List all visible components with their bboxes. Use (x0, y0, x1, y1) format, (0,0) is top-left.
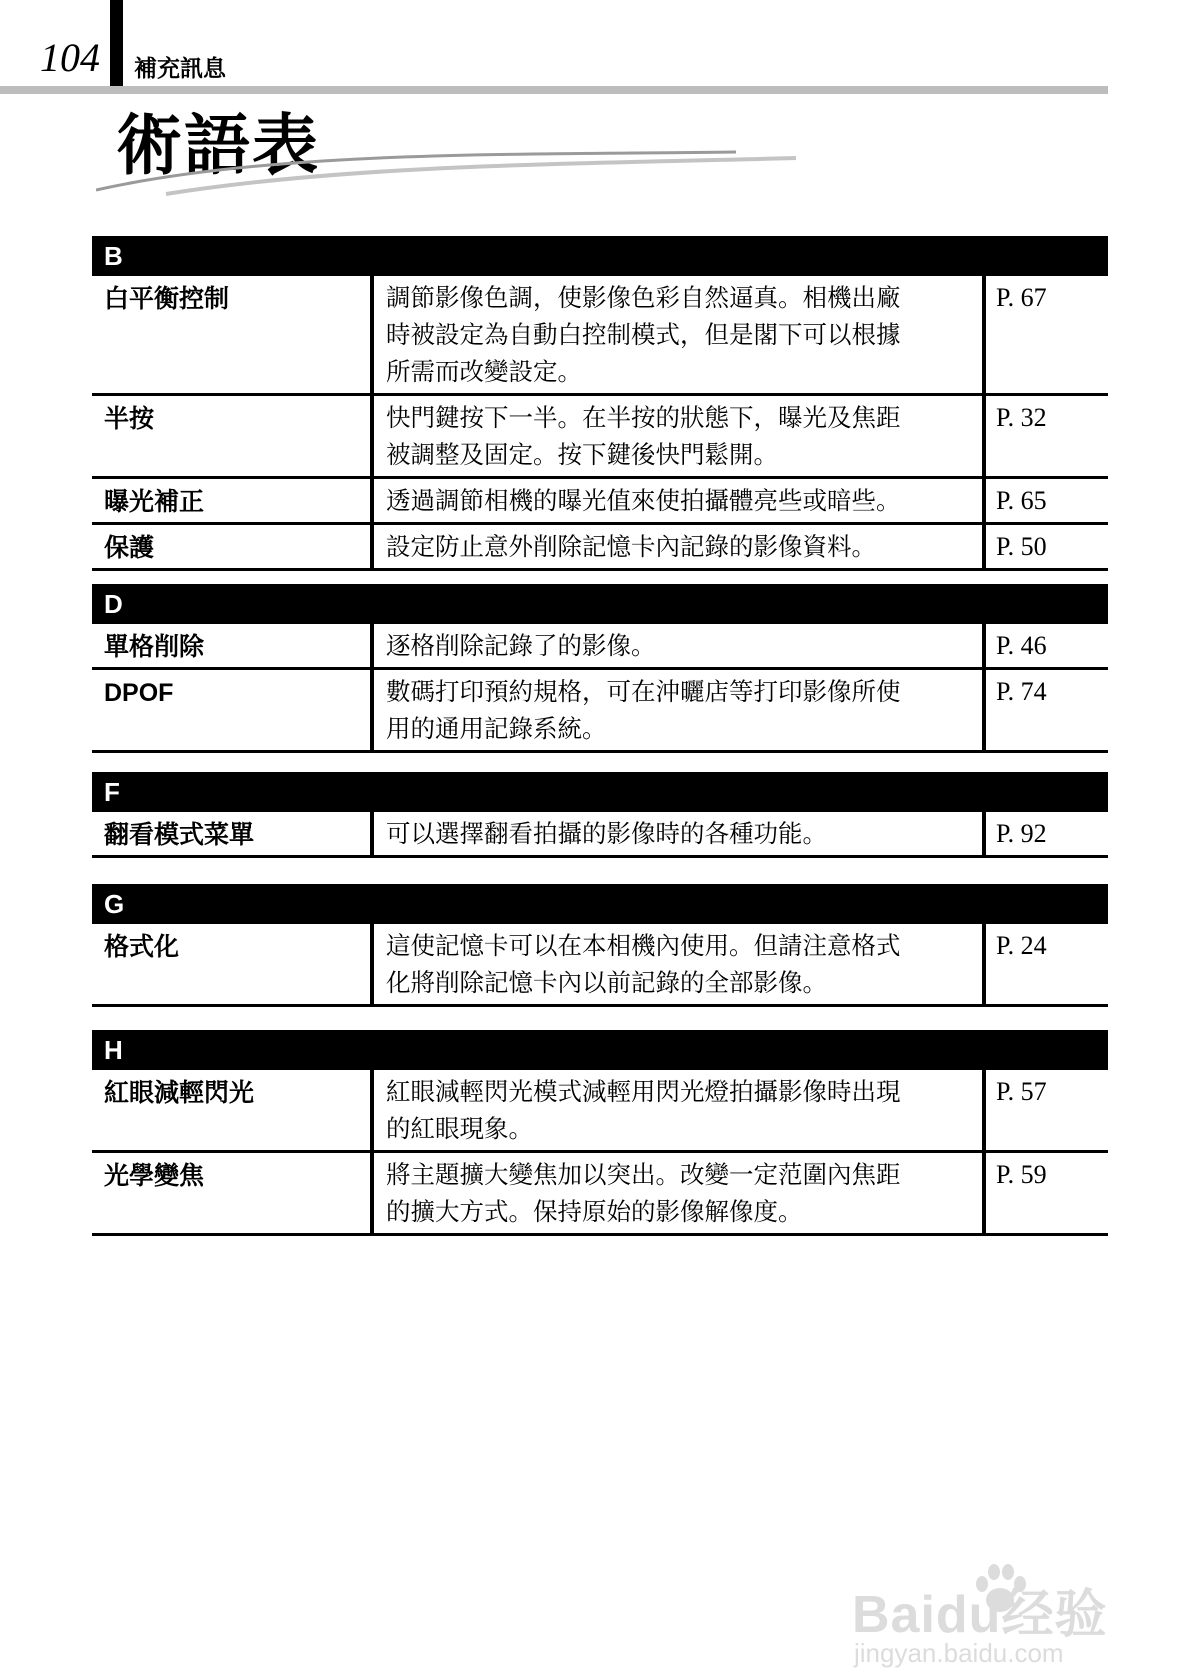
entry-description (374, 1070, 986, 1150)
entry-term: 紅眼減輕閃光 (92, 1070, 374, 1150)
glossary-entry (92, 670, 1108, 753)
entry-page-ref: P. 50 (996, 532, 1047, 561)
description-line: 被調整及固定。按下鍵後快門鬆開。 (386, 440, 778, 469)
description-line: 透過調節相機的曝光值來使拍攝體亮些或暗些。 (386, 486, 901, 515)
entry-description (374, 479, 986, 522)
entry-description (374, 396, 986, 476)
entry-description (374, 624, 986, 667)
description-line: 調節影像色調，使影像色彩自然逼真。相機出廠 (386, 283, 901, 312)
entry-page-ref: P. 65 (996, 486, 1047, 515)
entry-term: 曝光補正 (92, 479, 374, 522)
section-header: F (92, 772, 1108, 812)
description-line: 紅眼減輕閃光模式減輕用閃光燈拍攝影像時出現 (386, 1077, 901, 1106)
description-line: 數碼打印預約規格，可在沖曬店等打印影像所使 (386, 677, 901, 706)
page-title: 術語表 (116, 107, 320, 184)
entry-page-ref: P. 74 (996, 677, 1047, 706)
description-line: 可以選擇翻看拍攝的影像時的各種功能。 (386, 819, 827, 848)
entry-description (374, 812, 986, 855)
entry-description (374, 924, 986, 1004)
entry-description (374, 276, 986, 393)
watermark-logo: Baidu经验 (852, 1586, 1108, 1644)
glossary-entry (92, 525, 1108, 571)
description-line: 用的通用記錄系統。 (386, 714, 607, 743)
description-line: 的擴大方式。保持原始的影像解像度。 (386, 1197, 803, 1226)
title-swoosh-decoration (96, 150, 876, 210)
glossary-entry (92, 276, 1108, 396)
entry-description (374, 670, 986, 750)
glossary-entry (92, 396, 1108, 479)
glossary-section-h (92, 1030, 1108, 1236)
description-line: 的紅眼現象。 (386, 1114, 533, 1143)
entry-term: 單格削除 (92, 624, 374, 667)
glossary-section-g (92, 884, 1108, 1007)
page-number: 104 (40, 35, 100, 80)
glossary-section-b (92, 236, 1108, 571)
watermark-url: jingyan.baidu.com (854, 1638, 1064, 1668)
glossary-section-d (92, 584, 1108, 753)
section-header: H (92, 1030, 1108, 1070)
description-line: 所需而改變設定。 (386, 357, 582, 386)
entry-term: DPOF (92, 670, 374, 750)
baidu-jingyan-watermark (852, 1562, 1142, 1672)
glossary-entry (92, 1153, 1108, 1236)
glossary-entry (92, 479, 1108, 525)
entry-page-ref: P. 59 (996, 1160, 1047, 1189)
entry-page-ref: P. 92 (996, 819, 1047, 848)
header-bar (110, 0, 123, 86)
entry-term: 格式化 (92, 924, 374, 1004)
entry-page-ref: P. 46 (996, 631, 1047, 660)
section-header: D (92, 584, 1108, 624)
glossary-entry (92, 812, 1108, 858)
glossary-entry (92, 924, 1108, 1007)
glossary-section-f (92, 772, 1108, 858)
description-line: 時被設定為自動白控制模式，但是閣下可以根據 (386, 320, 901, 349)
entry-term: 半按 (92, 396, 374, 476)
description-line: 化將削除記憶卡內以前記錄的全部影像。 (386, 968, 827, 997)
entry-page-ref: P. 32 (996, 403, 1047, 432)
entry-term: 白平衡控制 (92, 276, 374, 393)
entry-term: 翻看模式菜單 (92, 812, 374, 855)
entry-page-ref: P. 67 (996, 283, 1047, 312)
header-section-title: 補充訊息 (134, 56, 226, 82)
entry-term: 保護 (92, 525, 374, 568)
description-line: 逐格削除記錄了的影像。 (386, 631, 656, 660)
description-line: 這使記憶卡可以在本相機內使用。但請注意格式 (386, 931, 901, 960)
glossary-entry (92, 1070, 1108, 1153)
entry-page-ref: P. 24 (996, 931, 1047, 960)
header-rule (0, 86, 1108, 94)
section-header: B (92, 236, 1108, 276)
description-line: 設定防止意外削除記憶卡內記錄的影像資料。 (386, 532, 876, 561)
entry-description (374, 1153, 986, 1233)
section-header: G (92, 884, 1108, 924)
entry-term: 光學變焦 (92, 1153, 374, 1233)
entry-page-ref: P. 57 (996, 1077, 1047, 1106)
description-line: 將主題擴大變焦加以突出。改變一定范圍內焦距 (386, 1160, 901, 1189)
glossary-entry (92, 624, 1108, 670)
entry-description (374, 525, 986, 568)
description-line: 快門鍵按下一半。在半按的狀態下，曝光及焦距 (386, 403, 901, 432)
